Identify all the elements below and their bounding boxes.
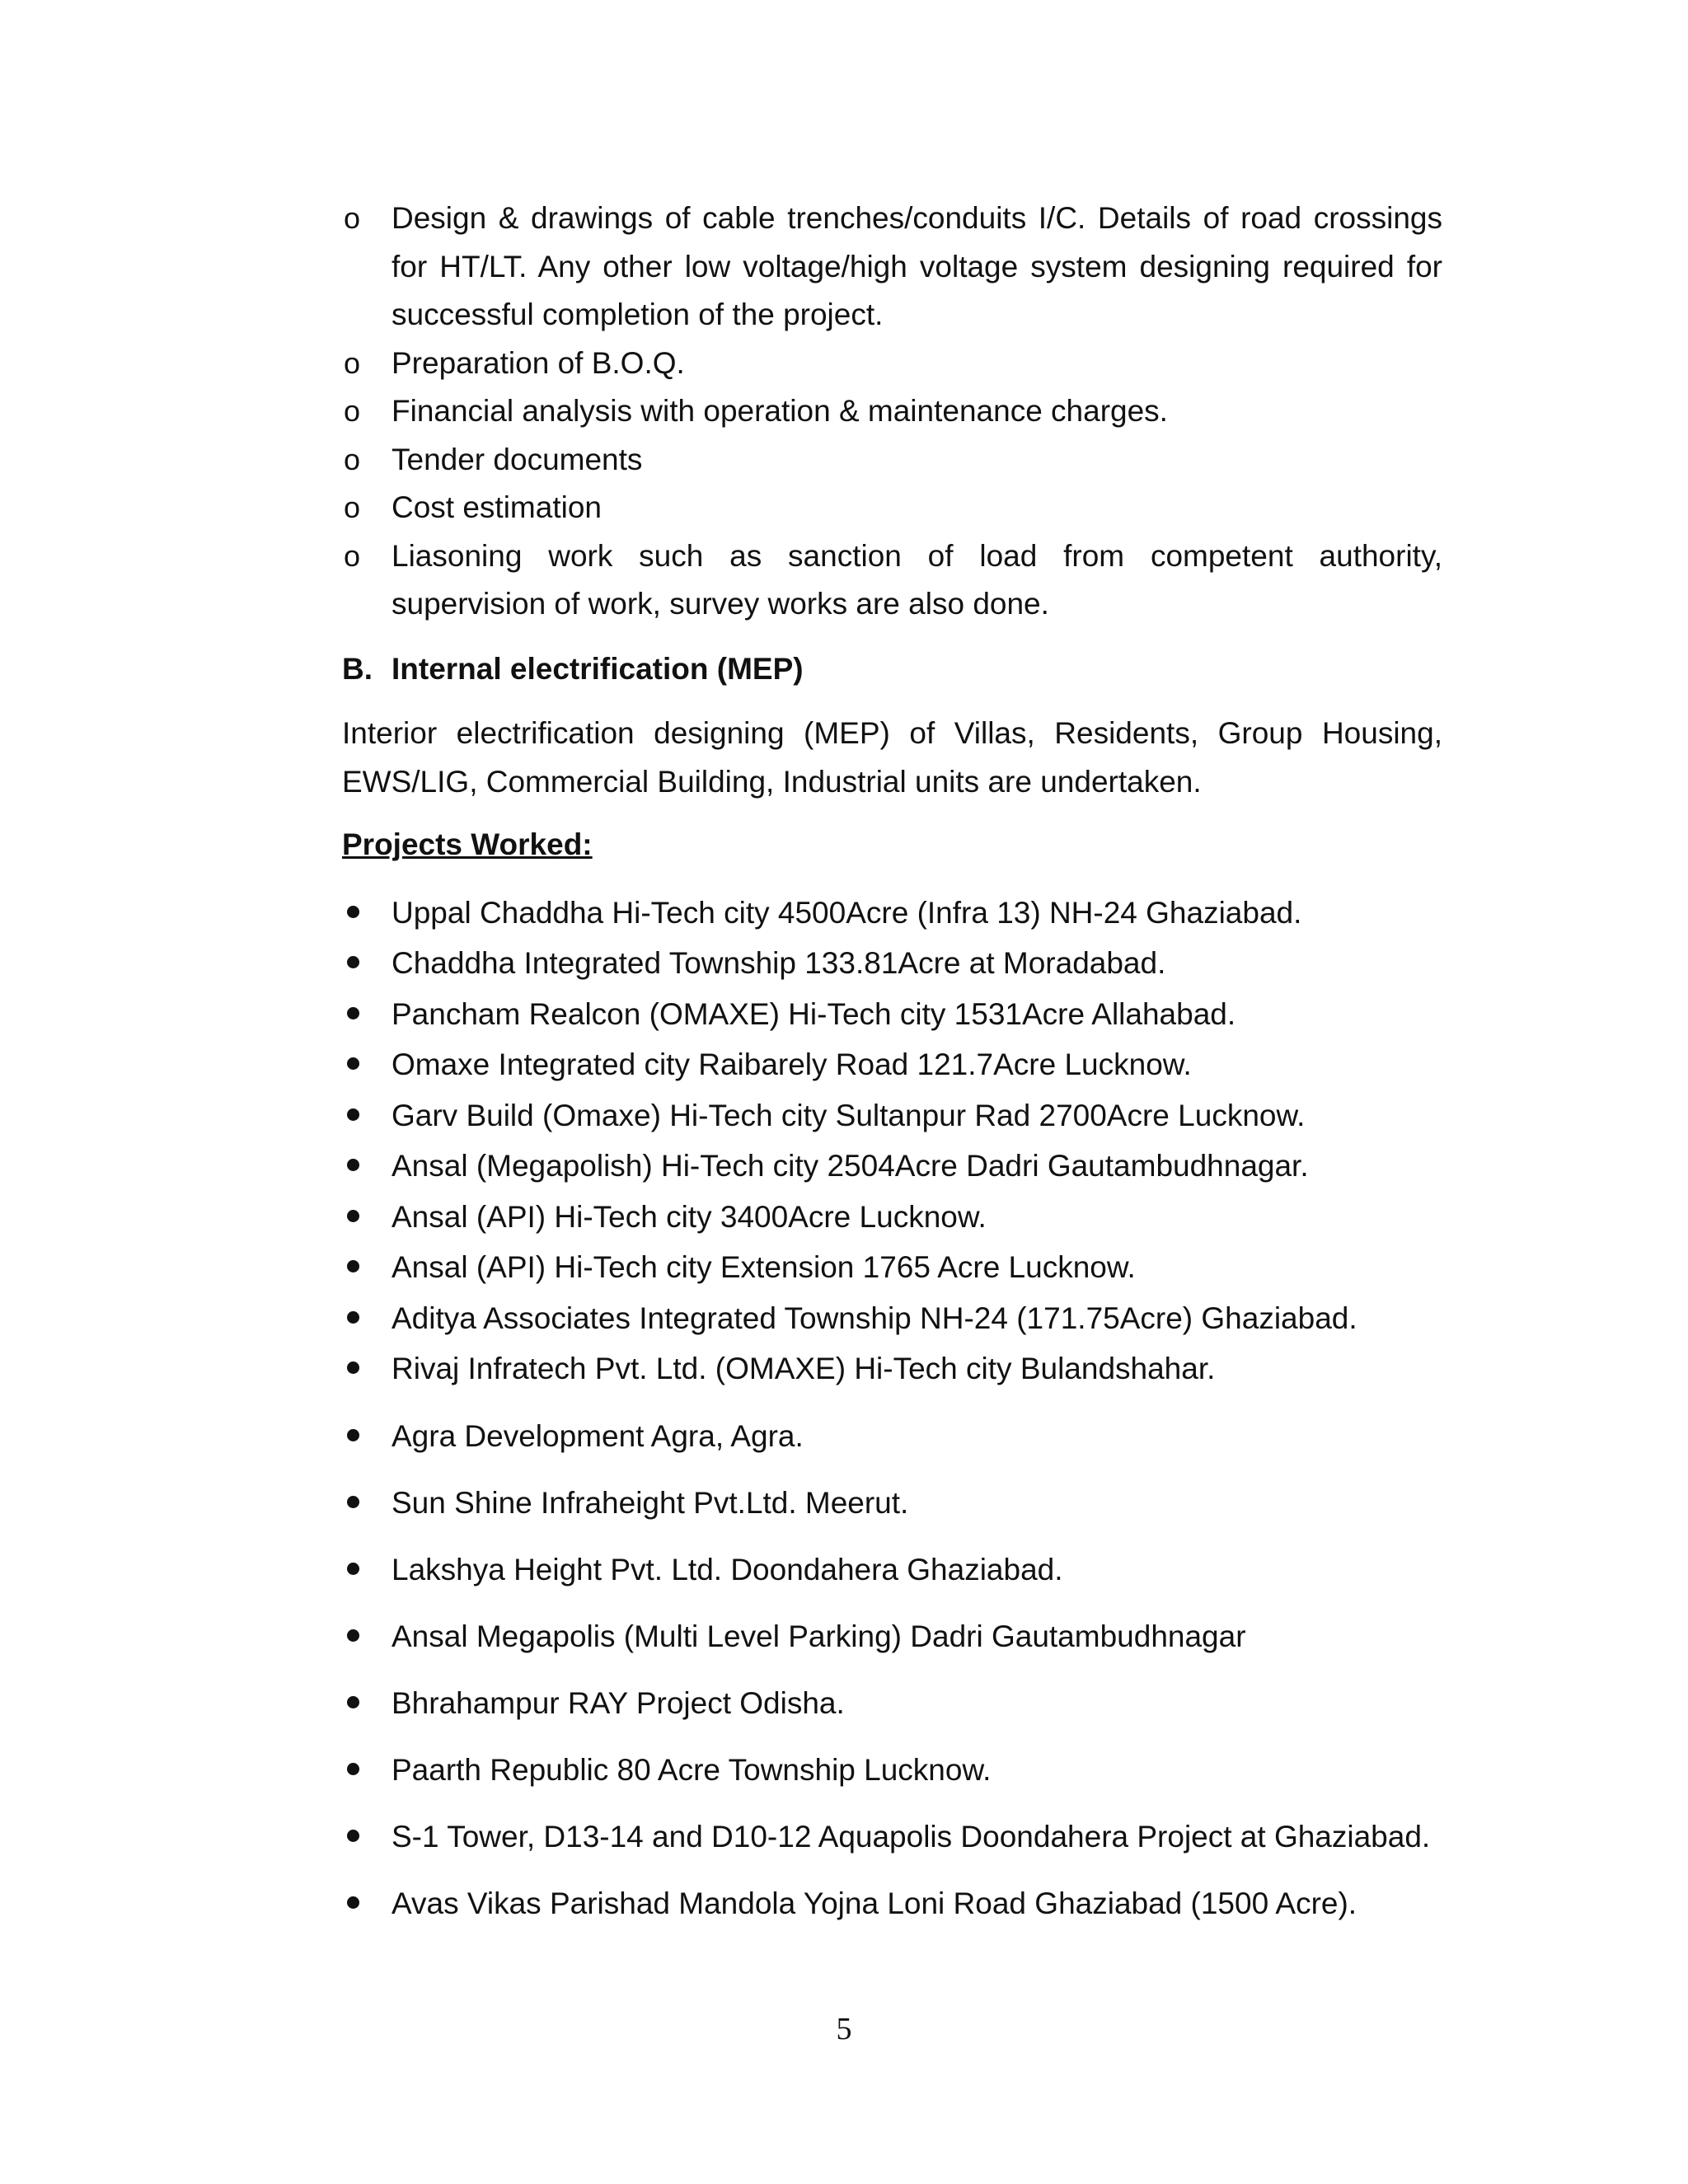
circle-bullet-icon: o — [344, 442, 361, 476]
projects-heading: Projects Worked: — [342, 827, 593, 861]
bullet-icon — [347, 1629, 359, 1642]
section-title: Internal electrification (MEP) — [392, 651, 804, 686]
bullet-icon — [347, 1763, 359, 1775]
circle-bullet-icon: o — [344, 201, 361, 235]
bullet-icon — [347, 1830, 359, 1842]
project-item: Avas Vikas Parishad Mandola Yojna Loni Road Ghaziabad (1500 Acre). — [342, 1878, 1442, 1929]
bullet-icon — [347, 1896, 359, 1909]
project-item: Chaddha Integrated Township 133.81Acre at Moradabad. — [342, 938, 1442, 989]
project-item: Uppal Chaddha Hi-Tech city 4500Acre (Infra 13) NH-24 Ghaziabad. — [342, 888, 1442, 939]
section-b-description: Interior electrification designing (MEP) of Villas, Residents, Group Housing, EWS/LIG, Commercial Building, Industrial units are undertaken. — [342, 716, 1442, 799]
bullet-icon — [347, 1007, 359, 1019]
project-item: Rivaj Infratech Pvt. Ltd. (OMAXE) Hi-Tech city Bulandshahar. — [342, 1343, 1442, 1394]
bullet-icon — [347, 1159, 359, 1171]
bullet-icon — [347, 1361, 359, 1374]
section-letter: B. — [342, 651, 373, 686]
section-b-heading — [342, 645, 1442, 694]
bullet-icon — [347, 1696, 359, 1708]
project-item: Garv Build (Omaxe) Hi-Tech city Sultanpur Rad 2700Acre Lucknow. — [342, 1090, 1442, 1141]
project-item: Ansal Megapolis (Multi Level Parking) Dadri Gautambudhnagar — [342, 1611, 1442, 1661]
project-item: Agra Development Agra, Agra. — [342, 1411, 1442, 1461]
sub-list-item: o Liasoning work such as sanction of load from competent authority, supervision of work, survey works are also done. — [342, 532, 1442, 629]
sub-list-item: o Cost estimation — [342, 484, 1442, 532]
projects-list — [342, 888, 1442, 1394]
page-content — [342, 194, 1442, 1945]
circle-bullet-icon: o — [344, 538, 361, 573]
bullet-icon — [347, 1563, 359, 1575]
project-item: S-1 Tower, D13-14 and D10-12 Aquapolis Doondahera Project at Ghaziabad. — [342, 1811, 1442, 1862]
page-number: 5 — [836, 2012, 852, 2046]
project-item: Omaxe Integrated city Raibarely Road 121.7Acre Lucknow. — [342, 1039, 1442, 1090]
project-item: Paarth Republic 80 Acre Township Lucknow. — [342, 1745, 1442, 1795]
sub-list-item: o Tender documents — [342, 436, 1442, 485]
bullet-icon — [347, 1496, 359, 1508]
project-item: Ansal (API) Hi-Tech city Extension 1765 Acre Lucknow. — [342, 1242, 1442, 1293]
project-item: Pancham Realcon (OMAXE) Hi-Tech city 1531Acre Allahabad. — [342, 989, 1442, 1040]
bullet-icon — [347, 1057, 359, 1070]
sub-list-item: o Preparation of B.O.Q. — [342, 340, 1442, 388]
project-item: Ansal (Megapolish) Hi-Tech city 2504Acre Dadri Gautambudhnagar. — [342, 1141, 1442, 1192]
project-item: Aditya Associates Integrated Township NH-24 (171.75Acre) Ghaziabad. — [342, 1293, 1442, 1344]
bullet-icon — [347, 1311, 359, 1324]
circle-bullet-icon: o — [344, 490, 361, 524]
bullet-icon — [347, 1429, 359, 1441]
scope-sub-list — [342, 194, 1442, 629]
circle-bullet-icon: o — [344, 345, 361, 380]
bullet-icon — [347, 906, 359, 918]
bullet-icon — [347, 1260, 359, 1272]
bullet-icon — [347, 1210, 359, 1222]
project-item: Lakshya Height Pvt. Ltd. Doondahera Ghaziabad. — [342, 1544, 1442, 1595]
projects-list-continued — [342, 1411, 1442, 1929]
sub-list-item: o Financial analysis with operation & maintenance charges. — [342, 387, 1442, 436]
circle-bullet-icon: o — [344, 394, 361, 428]
bullet-icon — [347, 956, 359, 968]
project-item: Sun Shine Infraheight Pvt.Ltd. Meerut. — [342, 1478, 1442, 1528]
project-item: Bhrahampur RAY Project Odisha. — [342, 1678, 1442, 1728]
bullet-icon — [347, 1108, 359, 1121]
sub-list-item: o Design & drawings of cable trenches/conduits I/C. Details of road crossings for HT/LT. Any other low voltage/high voltage system designing required for successful completion of the project. — [342, 194, 1442, 340]
project-item: Ansal (API) Hi-Tech city 3400Acre Lucknow. — [342, 1192, 1442, 1243]
